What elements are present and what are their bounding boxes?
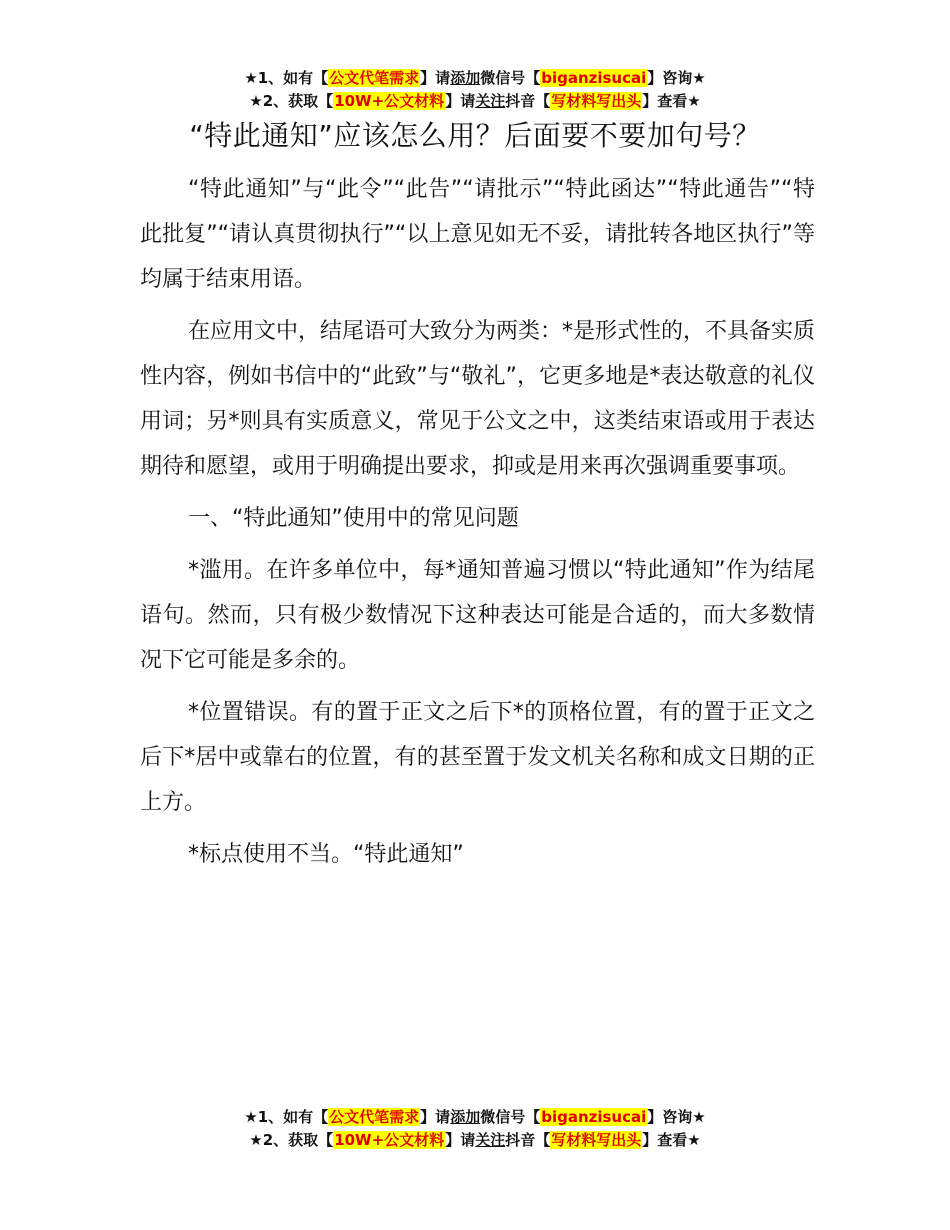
body-paragraph: *位置错误。有的置于正文之后下*的顶格位置，有的置于正文之后下*居中或靠右的位置，有的甚至置于发文机关名称和成文日期的正上方。	[140, 700, 815, 815]
promo-line-2	[0, 1129, 950, 1152]
promo-text: ★2、获取【	[249, 1131, 334, 1149]
promo-underlined-text: 关注	[475, 92, 506, 110]
body-paragraph: *滥用。在许多单位中，每*通知普遍习惯以“特此通知”作为结尾语句。然而，只有极少数情况下这种表达可能是合适的，而大多数情况下它可能是多余的。	[140, 558, 815, 673]
body-paragraph: *标点使用不当。“特此通知”	[188, 842, 464, 867]
promo-text: 微信号【	[480, 1108, 541, 1126]
promo-underlined-text: 添加	[450, 1108, 481, 1126]
promo-highlight: biganzisucai	[541, 69, 647, 87]
section-heading: 一、“特此通知”使用中的常见问题	[188, 506, 519, 531]
document-body	[140, 167, 815, 884]
top-promo-banner	[0, 67, 950, 113]
promo-text: 】咨询★	[647, 69, 706, 87]
promo-text: 】查看★	[642, 92, 701, 110]
promo-highlight: biganzisucai	[541, 1108, 647, 1126]
bottom-promo-banner	[0, 1106, 950, 1152]
body-paragraph: “特此通知”与“此令”“此告”“请批示”“特此函达”“特此通告”“特此批复”“请认真贯彻执行”“以上意见如无不妥，请批转各地区执行”等均属于结束用语。	[140, 177, 815, 292]
document-title: “特此通知”应该怎么用？后面要不要加句号？	[189, 119, 761, 152]
promo-highlight: 写材料写出头	[551, 1131, 642, 1149]
promo-highlight: 10W+公文材料	[334, 92, 445, 110]
promo-text: 】请	[420, 1108, 451, 1126]
promo-text: 】咨询★	[647, 1108, 706, 1126]
promo-text: ★1、如有【	[244, 1108, 329, 1126]
promo-highlight: 10W+公文材料	[334, 1131, 445, 1149]
promo-text: ★2、获取【	[249, 92, 334, 110]
promo-line-1	[0, 1106, 950, 1129]
promo-text: 】查看★	[642, 1131, 701, 1149]
promo-text: 抖音【	[505, 1131, 551, 1149]
promo-highlight: 公文代笔需求	[329, 69, 420, 87]
promo-text: 】请	[445, 1131, 476, 1149]
promo-text: 】请	[445, 92, 476, 110]
promo-highlight: 公文代笔需求	[329, 1108, 420, 1126]
promo-line-1	[0, 67, 950, 90]
promo-underlined-text: 添加	[450, 69, 481, 87]
promo-line-2	[0, 90, 950, 113]
promo-text: 】请	[420, 69, 451, 87]
body-paragraph: 在应用文中，结尾语可大致分为两类：*是形式性的，不具备实质性内容，例如书信中的“此致”与“敬礼”，它更多地是*表达敬意的礼仪用词；另*则具有实质意义，常见于公文之中，这类结束语或用于表达期待和愿望，或用于明确提出要求，抑或是用来再次强调重要事项。	[140, 319, 816, 479]
promo-text: 抖音【	[505, 92, 551, 110]
promo-underlined-text: 关注	[475, 1131, 506, 1149]
promo-text: 微信号【	[480, 69, 541, 87]
promo-highlight: 写材料写出头	[551, 92, 642, 110]
promo-text: ★1、如有【	[244, 69, 329, 87]
